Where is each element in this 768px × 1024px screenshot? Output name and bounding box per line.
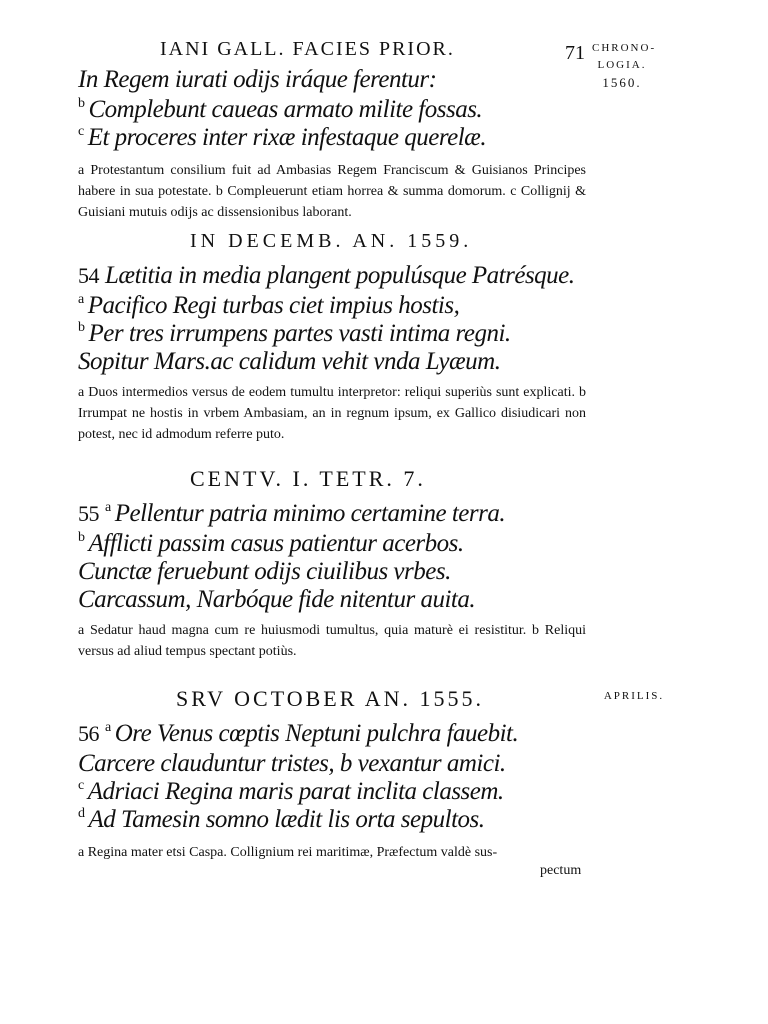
verse-mark: a [105,500,111,515]
verse-line [78,530,464,558]
section-heading: SRV OCTOBER AN. 1555. [176,686,484,711]
catchword: pectum [540,863,582,878]
verse-line [78,500,505,528]
verse-mark: b [78,530,85,545]
footnote: a Regina mater etsi Caspa. Collignium rei maritimæ, Præfectum valdè sus- [78,845,498,860]
verse-line [78,262,575,290]
footnote: a Sedatur haud magna cum re huiusmodi tumultus, quia maturè ei resistitur. b Reliqui versus ad aliud tempus spectant potiùs. [78,623,586,659]
verse-line [78,66,437,94]
verse-line [78,320,511,348]
verse-mark: b [78,96,85,111]
verse-line [78,778,504,806]
verse-text: Cunctæ feruebunt odijs ciuilibus vrbes. [78,558,451,585]
verse-mark: c [78,124,84,139]
verse-text: Complebunt caueas armato milite fossas. [88,96,483,123]
verse-line [78,348,500,376]
section-heading: IN DECEMB. AN. 1559. [190,230,473,252]
verse-text: Et proceres inter rixæ infestaque querelæ. [87,124,487,151]
verse-text: Pellentur patria minimo certamine terra. [114,500,506,527]
verse-text: Afflicti passim casus patientur acerbos. [88,530,464,557]
verse-number: 54 [78,263,99,288]
verse-text: Adriaci Regina maris parat inclita classem. [87,778,504,805]
verse-line [78,750,506,778]
verse-text: Sopitur Mars.ac calidum vehit vnda Lyæum. [78,348,501,375]
verse-line [78,586,475,614]
verse-mark: c [78,778,84,793]
margin-aprilis: APRILIS. [603,690,665,702]
verse-line [78,292,459,320]
footnote: a Protestantum consilium fuit ad Ambasias Regem Franciscum & Guisianos Principes habere in sua potestate. b Compleuerunt etiam horrea & summa domorum. c Collignij & Guisiani mutuis odijs ac dissensionibus laborant. [78,163,586,220]
verse-line [78,720,518,748]
verse-number: 55 [78,501,99,526]
verse-mark: b [78,320,85,335]
verse-number: 56 [78,721,99,746]
verse-text: Lætitia in media plangent populúsque Patrésque. [105,262,575,289]
verse-text: Pacifico Regi turbas ciet impius hostis, [87,292,460,319]
margin-chronologia-line1: CHRONO- [592,42,657,54]
verse-text: Ore Venus cœptis Neptuni pulchra fauebit. [114,720,519,747]
margin-chronologia [592,40,657,91]
section-heading: CENTV. I. TETR. 7. [190,466,426,491]
verse-mark: d [78,806,85,821]
running-header: IANI GALL. FACIES PRIOR. [160,38,455,60]
verse-text: Per tres irrumpens partes vasti intima regni. [88,320,511,347]
verse-line [78,806,485,834]
verse-text: Carcassum, Narbóque fide nitentur auita. [78,586,476,613]
footnote: a Duos intermedios versus de eodem tumultu interpretor: reliqui superiùs sunt explicati. b Irrumpat ne hostis in vrbem Ambasiam, an in regnum ipsum, ex Gallico disiudicari non potest, nec id admodum referre puto. [78,385,586,442]
verse-line [78,96,482,124]
verse-mark: a [78,292,84,307]
verse-text: In Regem iurati odijs iráque ferentur: [78,66,437,93]
margin-year: 1560. [602,75,642,90]
verse-text: Carcere clauduntur tristes, b vexantur amici. [78,750,506,777]
page-number: 71 [565,42,585,64]
verse-text: Ad Tamesin somno lædit lis orta sepultos. [88,806,485,833]
verse-line [78,558,451,586]
margin-chronologia-line2: LOGIA. [597,59,647,71]
verse-mark: a [105,720,111,735]
verse-line [78,124,486,152]
